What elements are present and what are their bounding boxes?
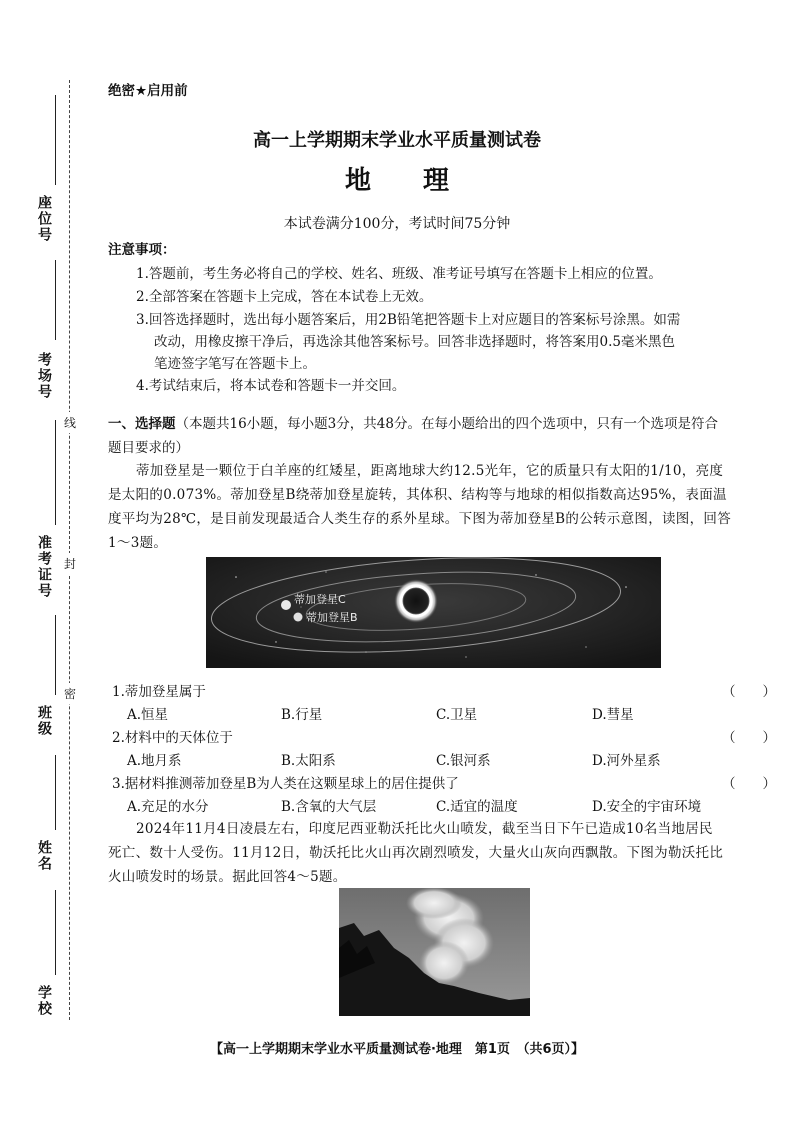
question-1-option-a: A.恒星 [127, 707, 169, 723]
subject-title: 地 理 [344, 166, 449, 196]
notice-item-2: 2.全部答案在答题卡上完成，答在本试卷上无效。 [136, 289, 433, 305]
passage2-line3: 火山喷发时的场景。据此回答4～5题。 [108, 869, 347, 885]
question-3-option-d: D.安全的宇宙环境 [592, 799, 702, 815]
section-desc-cont: 题目要求的） [108, 440, 189, 456]
confidential-mark: 绝密★启用前 [108, 83, 188, 99]
passage1-line1: 蒂加登星是一颗位于白羊座的红矮星，距离地球大约12.5光年，它的质量只有太阳的1/10，亮度 [136, 463, 724, 479]
passage1-line2: 是太阳的0.073%。蒂加登星B绕蒂加登星旋转，其体积、结构等与地球的相似指数高达95%，表面温 [108, 487, 727, 503]
section-desc: （本题共16小题，每小题3分，共48分。在每小题给出的四个选项中，只有一个选项是符合 [175, 416, 718, 432]
question-3-option-c: C.适宜的温度 [436, 799, 518, 815]
cut-word-line: 线 [64, 412, 76, 433]
seat-number-label: 座位号 [36, 195, 52, 243]
notice-item-3-cont2: 笔迹签字笔写在答题卡上。 [154, 356, 316, 372]
exam-title: 高一上学期期末学业水平质量测试卷 [253, 130, 541, 151]
name-label: 姓名 [36, 840, 52, 872]
planet-b [294, 613, 303, 622]
question-2-option-c: C.银河系 [436, 753, 491, 769]
cut-word-seal: 封 [64, 553, 76, 574]
question-3-stem: 3.据材料推测蒂加登星B为人类在这颗星球上的居住提供了 [112, 776, 459, 792]
question-1-option-c: C.卫星 [436, 707, 478, 723]
passage1-line4: 1～3题。 [108, 535, 168, 551]
exam-id-label: 准考证号 [36, 535, 52, 599]
question-1-option-b: B.行星 [281, 707, 323, 723]
notice-item-3: 3.回答选择题时，选出每小题答案后，用2B铅笔把答题卡上对应题目的答案标号涂黑。如需 [136, 312, 681, 328]
orbit-figure [206, 557, 661, 668]
planet-b-label: 蒂加登星B [306, 611, 358, 624]
exam-room-label: 考场号 [36, 352, 52, 400]
question-2-option-a: A.地月系 [127, 753, 182, 769]
notice-heading: 注意事项： [108, 242, 176, 258]
passage2-line2: 死亡、数十人受伤。11月12日，勒沃托比火山再次剧烈喷发，大量火山灰向西飘散。下图为勒沃托比 [108, 845, 724, 861]
page-footer: 【高一上学期期末学业水平质量测试卷·地理 第1页 （共6页）】 [209, 1042, 585, 1057]
exam-room-line [55, 260, 56, 340]
planet-c-label: 蒂加登星C [294, 593, 346, 606]
notice-item-4: 4.考试结束后，将本试卷和答题卡一并交回。 [136, 378, 406, 394]
class-label: 班级 [36, 705, 52, 737]
question-2-option-b: B.太阳系 [281, 753, 336, 769]
school-line [55, 890, 56, 975]
planet-c [281, 600, 291, 610]
question-1-stem: 1.蒂加登星属于 [112, 684, 206, 700]
notice-item-3-cont: 改动，用橡皮擦干净后，再选涂其他答案标号。回答非选择题时，将答案用0.5毫米黑色 [154, 334, 675, 350]
passage2-line1: 2024年11月4日凌晨左右，印度尼西亚勒沃托比火山喷发，截至当日下午已造成10名当地居民 [136, 821, 713, 837]
question-2-option-d: D.河外星系 [592, 753, 661, 769]
orbit-diagram [206, 557, 661, 668]
question-3-option-a: A.充足的水分 [127, 799, 209, 815]
school-label: 学校 [36, 985, 52, 1017]
section-heading [108, 412, 718, 432]
question-1-option-d: D.彗星 [592, 707, 634, 723]
cut-word-secret: 密 [64, 683, 76, 704]
question-3-option-b: B.含氧的大气层 [281, 799, 377, 815]
volcano-image [339, 888, 530, 1016]
notice-item-1: 1.答题前，考生务必将自己的学校、姓名、班级、准考证号填写在答题卡上相应的位置。 [136, 266, 662, 282]
question-2-stem: 2.材料中的天体位于 [112, 730, 233, 746]
name-line [55, 755, 56, 830]
volcano-photo [339, 888, 530, 1016]
passage1-line3: 度平均为28℃，是目前发现最适合人类生存的系外星球。下图为蒂加登星B的公转示意图，读图，回答 [108, 511, 731, 527]
question-2-answer-blank: （ ） [722, 730, 776, 746]
exam-info: 本试卷满分100分，考试时间75分钟 [283, 216, 511, 232]
question-1-answer-blank: （ ） [722, 684, 776, 700]
class-line [55, 615, 56, 695]
question-3-answer-blank: （ ） [722, 776, 776, 792]
exam-id-line [55, 420, 56, 525]
section-title: 一、选择题 [108, 416, 176, 432]
